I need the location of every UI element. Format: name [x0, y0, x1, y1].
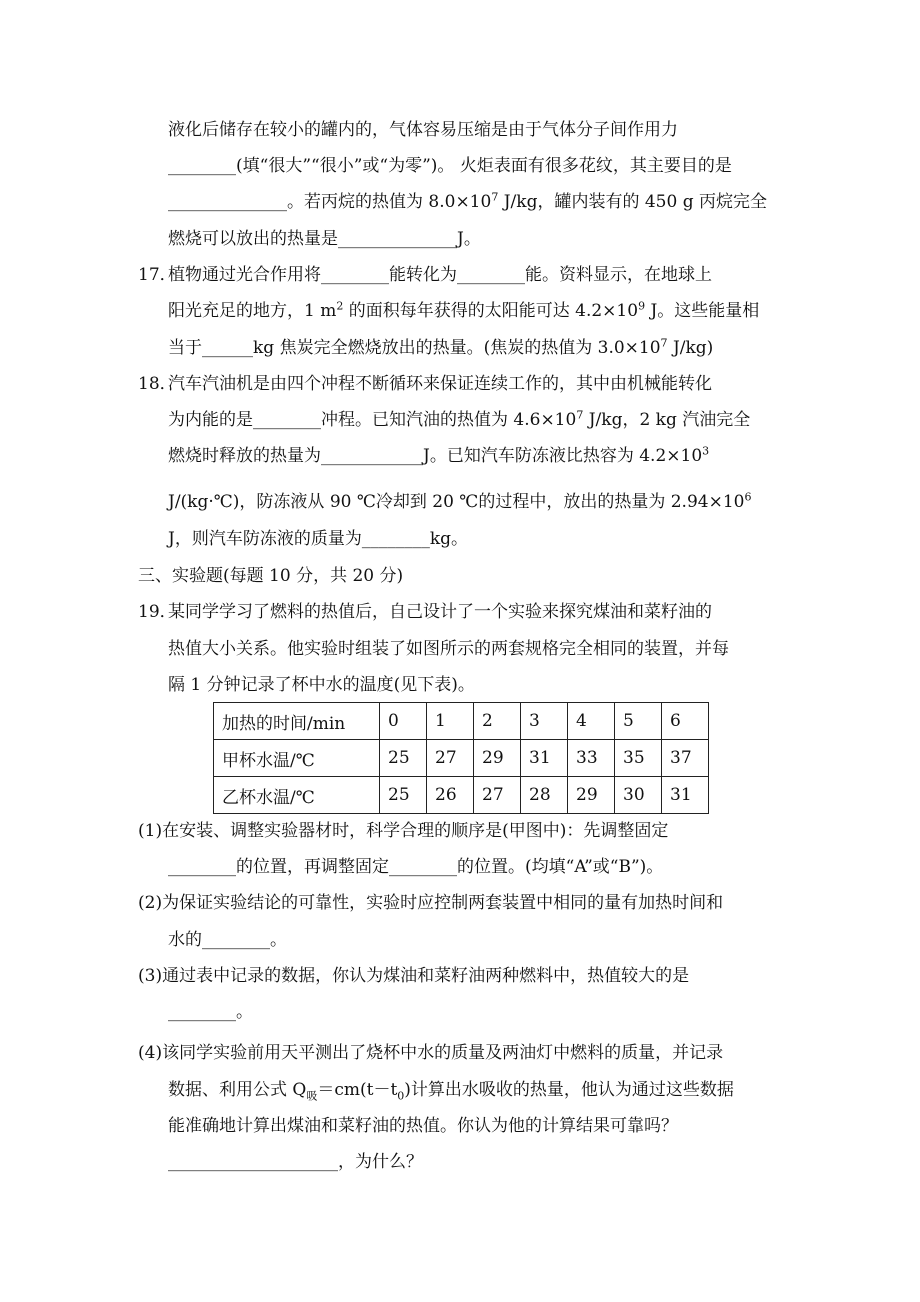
q18-line-5: J，则汽车防冻液的质量为________kg。 — [168, 529, 468, 549]
q19-part-2-line-1: (2)为保证实验结论的可靠性，实验时应控制两套装置中相同的量有加热时间和 — [138, 893, 724, 913]
section-3-title: 三、实验题(每题 10 分，共 20 分) — [138, 566, 404, 586]
q18-line-1: 汽车汽油机是由四个冲程不断循环来保证连续工作的，其中由机械能转化 — [168, 374, 712, 394]
table-cell: 27 — [474, 777, 521, 814]
table-cell: 27 — [427, 740, 474, 777]
q18-line-4: J/(kg·℃)，防冻液从 90 ℃冷却到 20 ℃的过程中，放出的热量为 $2.94\times 10^6$ — [168, 490, 752, 512]
table-cell: 4 — [568, 703, 615, 740]
q19-number: 19． — [138, 602, 177, 622]
q19-line-2: 热值大小关系。他实验时组装了如图所示的两套规格完全相同的装置，并每 — [168, 639, 729, 659]
table-cell: 2 — [474, 703, 521, 740]
q18-line-2: 为内能的是________冲程。已知汽油的热值为 $4.6\times 10^7$ J/kg，2 kg 汽油完全 — [168, 408, 751, 430]
table-cell: 35 — [615, 740, 662, 777]
table-cell: 25 — [380, 740, 427, 777]
q16-line-3: ______________。若丙烷的热值为 $8.0\times 10^7$ J/kg，罐内装有的 450 g 丙烷完全 — [168, 190, 767, 212]
table-cell: 33 — [568, 740, 615, 777]
q16-line-2: ________(填“很大”“很小”或“为零”)。 火炬表面有很多花纹，其主要目的是 — [168, 156, 732, 176]
table-cell: 甲杯水温/℃ — [214, 740, 380, 777]
table-cell: 乙杯水温/℃ — [214, 777, 380, 814]
table-cell: 5 — [615, 703, 662, 740]
q19-part-4-line-2: 数据、利用公式 $Q_吸=cm(t-t_0)$计算出水吸收的热量，他认为通过这些数据 — [168, 1080, 734, 1103]
q16-line-1: 液化后储存在较小的罐内的，气体容易压缩是由于气体分子间作用力 — [168, 120, 678, 140]
table-cell: 31 — [521, 740, 568, 777]
table-cell: 1 — [427, 703, 474, 740]
q17-line-1: 植物通过光合作用将________能转化为________能。资料显示，在地球上 — [168, 265, 712, 285]
table-cell: 29 — [474, 740, 521, 777]
table-cell: 25 — [380, 777, 427, 814]
q19-line-3: 隔 1 分钟记录了杯中水的温度(见下表)。 — [168, 675, 475, 695]
table-cell: 31 — [662, 777, 709, 814]
table-cell: 30 — [615, 777, 662, 814]
q17-number: 17． — [138, 265, 177, 285]
q18-line-3: 燃烧时释放的热量为____________J。已知汽车防冻液比热容为 $4.2\times 10^3$ — [168, 444, 710, 466]
q19-part-3-line-1: (3)通过表中记录的数据，你认为煤油和菜籽油两种燃料中，热值较大的是 — [138, 966, 690, 986]
temperature-table — [213, 702, 709, 814]
q19-part-2-line-2: 水的________。 — [168, 930, 287, 950]
table-cell: 29 — [568, 777, 615, 814]
q19-part-1-line-2: ________的位置，再调整固定________的位置。(均填“A”或“B”)。 — [168, 857, 664, 877]
table-cell: 6 — [662, 703, 709, 740]
table-row — [214, 777, 709, 814]
q17-line-2: 阳光充足的地方，1 $m^2$ 的面积每年获得的太阳能可达 $4.2\times 10^9$ J。这些能量相 — [168, 299, 760, 321]
table-header-row — [214, 703, 709, 740]
q19-part-1-line-1: (1)在安装、调整实验器材时，科学合理的顺序是(甲图中)：先调整固定 — [138, 821, 669, 841]
q19-part-4-line-1: (4)该同学实验前用天平测出了烧杯中水的质量及两油灯中燃料的质量，并记录 — [138, 1043, 724, 1063]
table-cell: 0 — [380, 703, 427, 740]
q18-number: 18． — [138, 374, 177, 394]
q19-part-4-line-4: ____________________，为什么？ — [168, 1152, 423, 1172]
q16-line-4: 燃烧可以放出的热量是______________J。 — [168, 229, 481, 249]
table-cell: 3 — [521, 703, 568, 740]
table-cell: 加热的时间/min — [214, 703, 380, 740]
q19-part-3-line-2: ________。 — [168, 1002, 253, 1022]
table-cell: 26 — [427, 777, 474, 814]
table-cell: 28 — [521, 777, 568, 814]
table-cell: 37 — [662, 740, 709, 777]
q19-part-4-line-3: 能准确地计算出煤油和菜籽油的热值。你认为他的计算结果可靠吗？ — [168, 1116, 678, 1136]
q17-line-3: 当于______kg 焦炭完全燃烧放出的热量。(焦炭的热值为 $3.0\times 10^7$ J/kg) — [168, 336, 714, 358]
table-row — [214, 740, 709, 777]
q19-line-1: 某同学学习了燃料的热值后，自己设计了一个实验来探究煤油和菜籽油的 — [168, 602, 712, 622]
